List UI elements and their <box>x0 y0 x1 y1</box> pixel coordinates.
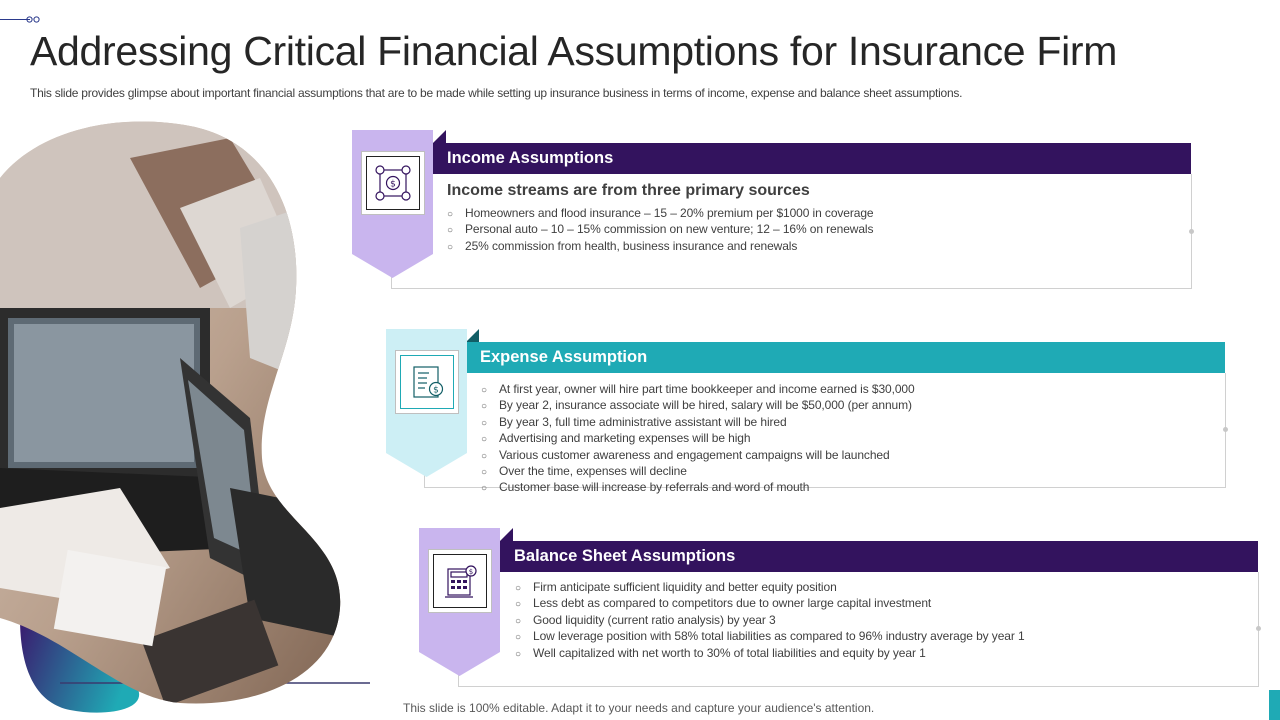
balance-sheet-icon-box <box>428 549 492 613</box>
invoice-dollar-icon <box>407 362 447 402</box>
frame-dot <box>1256 626 1261 631</box>
decorative-dots-icon <box>26 16 40 23</box>
frame-dot <box>1189 229 1194 234</box>
slide-subtitle: This slide provides glimpse about important financial assumptions that are to be made while setting up insurance business in terms of income, expense and balance sheet assumptions. <box>30 86 963 100</box>
ribbon-fold <box>433 130 446 143</box>
balance-sheet-header <box>500 541 1258 572</box>
income-header-label: Income Assumptions <box>447 149 614 167</box>
money-network-icon <box>373 163 413 203</box>
expense-list <box>481 382 915 497</box>
svg-text:$: $ <box>390 179 396 190</box>
list-item: ○ Customer base will increase by referrals and word of mouth <box>481 480 810 495</box>
balance-sheet-header-label: Balance Sheet Assumptions <box>514 547 736 565</box>
ribbon-fold <box>466 329 479 342</box>
ribbon-fold <box>500 528 513 541</box>
expense-icon-box <box>395 350 459 414</box>
list-item: ○ Over the time, expenses will decline <box>481 464 687 479</box>
frame-dot <box>1223 427 1228 432</box>
income-icon-box <box>361 151 425 215</box>
income-header <box>433 143 1191 174</box>
list-item: ○ Personal auto – 10 – 15% commission on new venture; 12 – 16% on renewals <box>447 222 874 237</box>
list-item: ○ At first year, owner will hire part time bookkeeper and income earned is $30,000 <box>481 382 915 396</box>
list-item: ○ Good liquidity (current ratio analysis) by year 3 <box>515 612 776 627</box>
list-item: ○ Homeowners and flood insurance – 15 – 20% premium per $1000 in coverage <box>447 206 874 220</box>
list-item: ○ Well capitalized with net worth to 30% of total liabilities and equity by year 1 <box>515 645 926 660</box>
income-heading: Income streams are from three primary sources <box>447 182 810 199</box>
laptops-photo <box>0 118 375 713</box>
slide-title: Addressing Critical Financial Assumptions for Insurance Firm <box>30 28 1118 74</box>
list-item: ○ Less debt as compared to competitors due to owner large capital investment <box>515 596 932 611</box>
expense-header-label: Expense Assumption <box>480 348 648 366</box>
list-item: ○ Various customer awareness and engagement campaigns will be launched <box>481 447 890 462</box>
svg-text:$: $ <box>433 385 439 396</box>
svg-text:$: $ <box>468 568 474 576</box>
balance-sheet-icon <box>440 561 480 601</box>
list-item: ○ Firm anticipate sufficient liquidity and better equity position <box>515 580 837 594</box>
list-item: ○ By year 2, insurance associate will be hired, salary will be $50,000 (per annum) <box>481 398 912 413</box>
corner-accent <box>1269 690 1280 720</box>
list-item: ○ 25% commission from health, business insurance and renewals <box>447 238 798 253</box>
expense-header <box>466 342 1225 373</box>
list-item: ○ By year 3, full time administrative assistant will be hired <box>481 414 787 429</box>
balance-sheet-list <box>515 580 1025 662</box>
slide-footer: This slide is 100% editable. Adapt it to your needs and capture your audience's attention. <box>403 701 875 715</box>
list-item: ○ Advertising and marketing expenses will be high <box>481 431 751 446</box>
list-item: ○ Low leverage position with 58% total liabilities as compared to 96% industry average by year 1 <box>515 629 1025 644</box>
income-list <box>447 206 873 255</box>
